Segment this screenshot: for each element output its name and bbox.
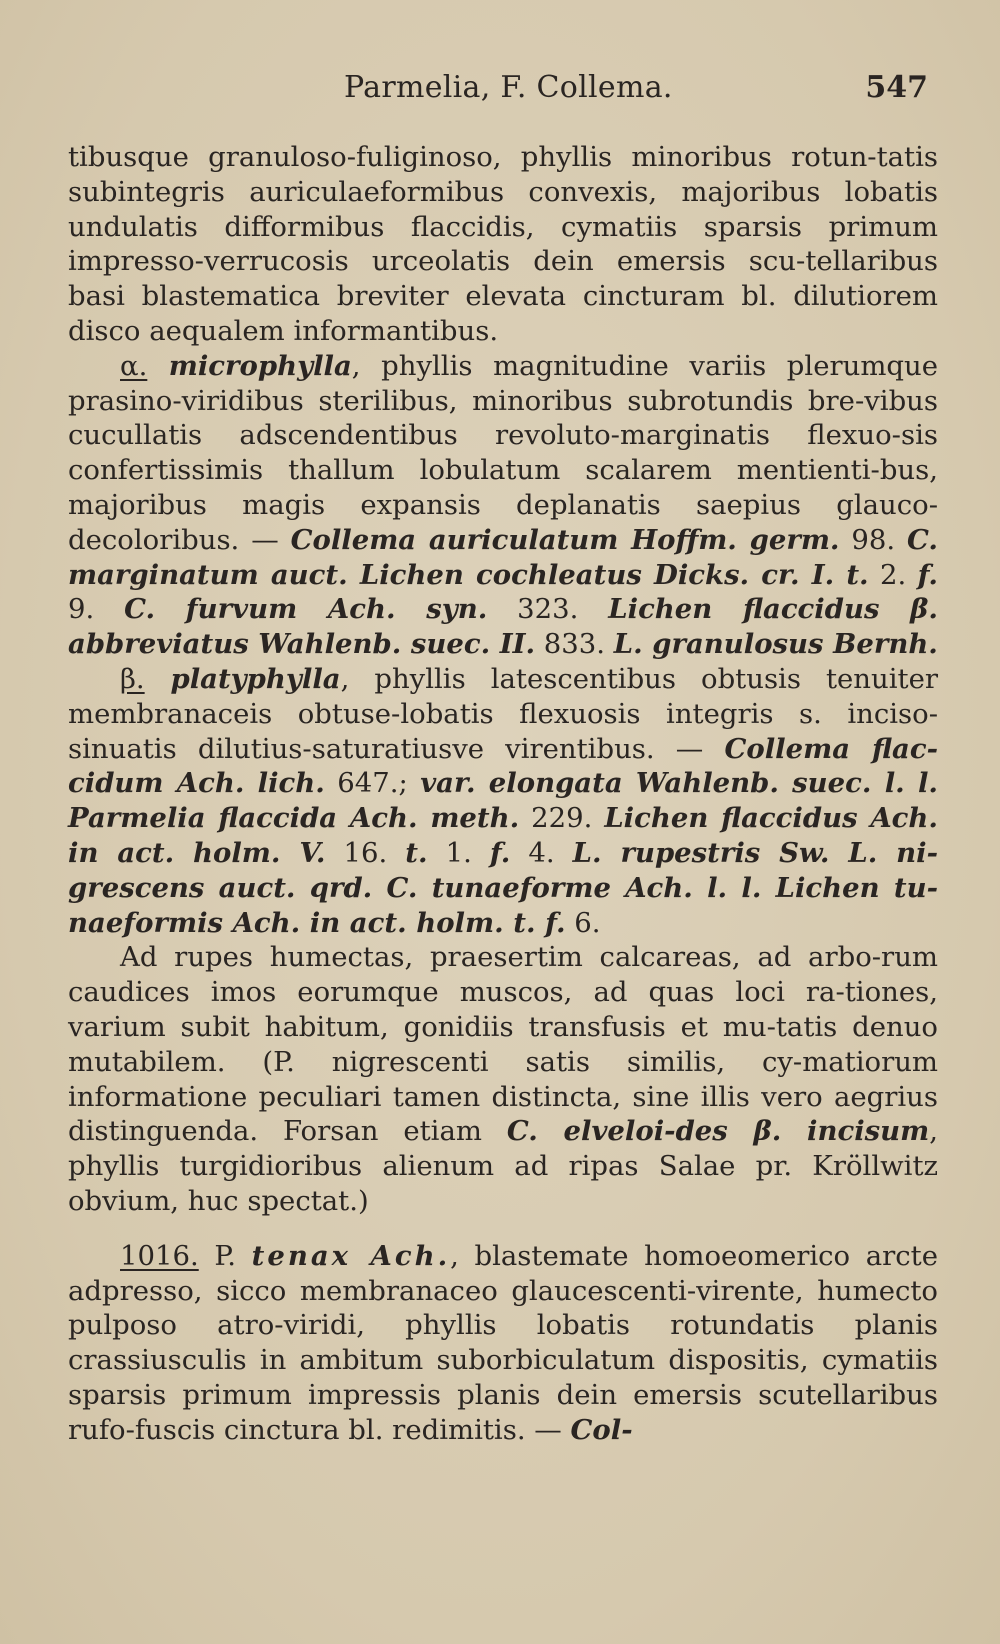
text-run: β.	[120, 662, 145, 695]
paragraph	[68, 140, 938, 349]
text-run: 229.	[519, 802, 605, 835]
text-run: f.	[917, 558, 938, 591]
text-run: f.	[489, 836, 511, 869]
text-run: 1.	[427, 836, 490, 869]
text-run: 4.	[510, 836, 573, 869]
paragraph	[68, 1239, 938, 1448]
text-run: 323.	[487, 593, 609, 626]
paragraph	[68, 940, 938, 1218]
text-run: 647.;	[324, 767, 421, 800]
text-run: 9.	[68, 593, 125, 626]
text-run: 833.	[535, 628, 614, 661]
text-run: t.	[405, 836, 428, 869]
text-run: P.	[198, 1239, 252, 1272]
text-run: 16.	[325, 836, 406, 869]
running-title: Parmelia, F. Collema.	[344, 70, 673, 105]
text-run: microphylla	[147, 349, 352, 382]
text-run: var. elongata Wahlenb. suec. l. l. Parmelia flaccida Ach. meth.	[68, 767, 939, 835]
text-run: C. elveloi-des β. incisum	[506, 1115, 930, 1148]
text-run: Collema flac-cidum Ach. lich.	[68, 732, 938, 800]
text-run: C. furvum Ach. syn.	[124, 593, 488, 626]
text-run: , phyllis turgidioribus alienum ad ripas Salae pr. Kröllwitz obvium, huc spectat.)	[68, 1115, 938, 1217]
text-run: 1016.	[120, 1239, 199, 1272]
text-run: Col-	[570, 1413, 633, 1446]
paragraph	[68, 349, 938, 662]
text-run: L. rupestris Sw. L. ni-grescens auct. qrd. C. tunaeforme Ach. l. l. Lichen tu-naeformis Ach. in act. holm. t. f.	[68, 836, 938, 939]
text-run: Lichen flaccidus β. abbreviatus Wahlenb. suec. II.	[68, 593, 938, 661]
text-run: , phyllis magnitudine variis plerumque prasino-viridibus sterilibus, minoribus subrotundis bre-vibus cucullatis adscendentibus revoluto-marginatis flexuo-sis confertissimis thallum lobulatum scalarem mentienti-bus, majoribus magis expansis deplanatis saepius glauco-decoloribus. —	[68, 349, 939, 556]
page-header	[68, 70, 928, 114]
page-number: 547	[865, 70, 928, 105]
text-run: platyphylla	[144, 662, 341, 695]
text-run: tibusque granuloso-fuliginoso, phyllis minoribus rotun-tatis subintegris auriculaeformibus convexis, majoribus lobatis undulatis difformibus flaccidis, cymatiis sparsis primum impresso-verrucosis urceolatis dein emersis scu-tellaribus basi blastematica breviter elevata cincturam bl. dilutiorem disco aequalem informantibus.	[68, 141, 938, 347]
text-run: Collema auriculatum Hoffm. germ.	[290, 523, 840, 556]
text-run: , phyllis latescentibus obtusis tenuiter membranaceis obtuse-lobatis flexuosis integris s. inciso-sinuatis dilutius-saturatiusve virentibus. —	[68, 662, 938, 765]
body-text	[68, 140, 938, 1447]
text-run: L. granulosus Bernh.	[613, 628, 938, 661]
paragraph	[68, 662, 938, 940]
text-run: Lichen flaccidus Ach. in act. holm. V.	[68, 802, 938, 869]
text-run: C. marginatum auct. Lichen cochleatus Dicks. cr. I. t.	[68, 523, 939, 591]
text-run: tenax Ach.	[251, 1239, 451, 1272]
text-run: Ad rupes humectas, praesertim calcareas, ad arbo-rum caudices imos eorumque muscos, ad quas loci ra-tiones, varium subit habitum, gonidiis transfusis et mu-tatis denuo mutabilem. (P. nigrescenti satis similis, cy-matiorum informatione peculiari tamen distincta, sine illis vero aegrius distinguenda. Forsan etiam	[68, 941, 938, 1148]
text-run: 6.	[565, 906, 601, 939]
text-run: 98.	[839, 523, 908, 556]
text-run: α.	[120, 349, 148, 382]
text-run: 2.	[868, 558, 918, 591]
text-run: , blastemate homoeomerico arcte adpresso, sicco membranaceo glaucescenti-virente, humecto pulposo atro-viridi, phyllis lobatis rotundatis planis crassiusculis in ambitum suborbiculatum dispositis, cymatiis sparsis primum impressis planis dein emersis scutellaribus rufo-fuscis cinctura bl. redimitis. —	[68, 1239, 938, 1446]
